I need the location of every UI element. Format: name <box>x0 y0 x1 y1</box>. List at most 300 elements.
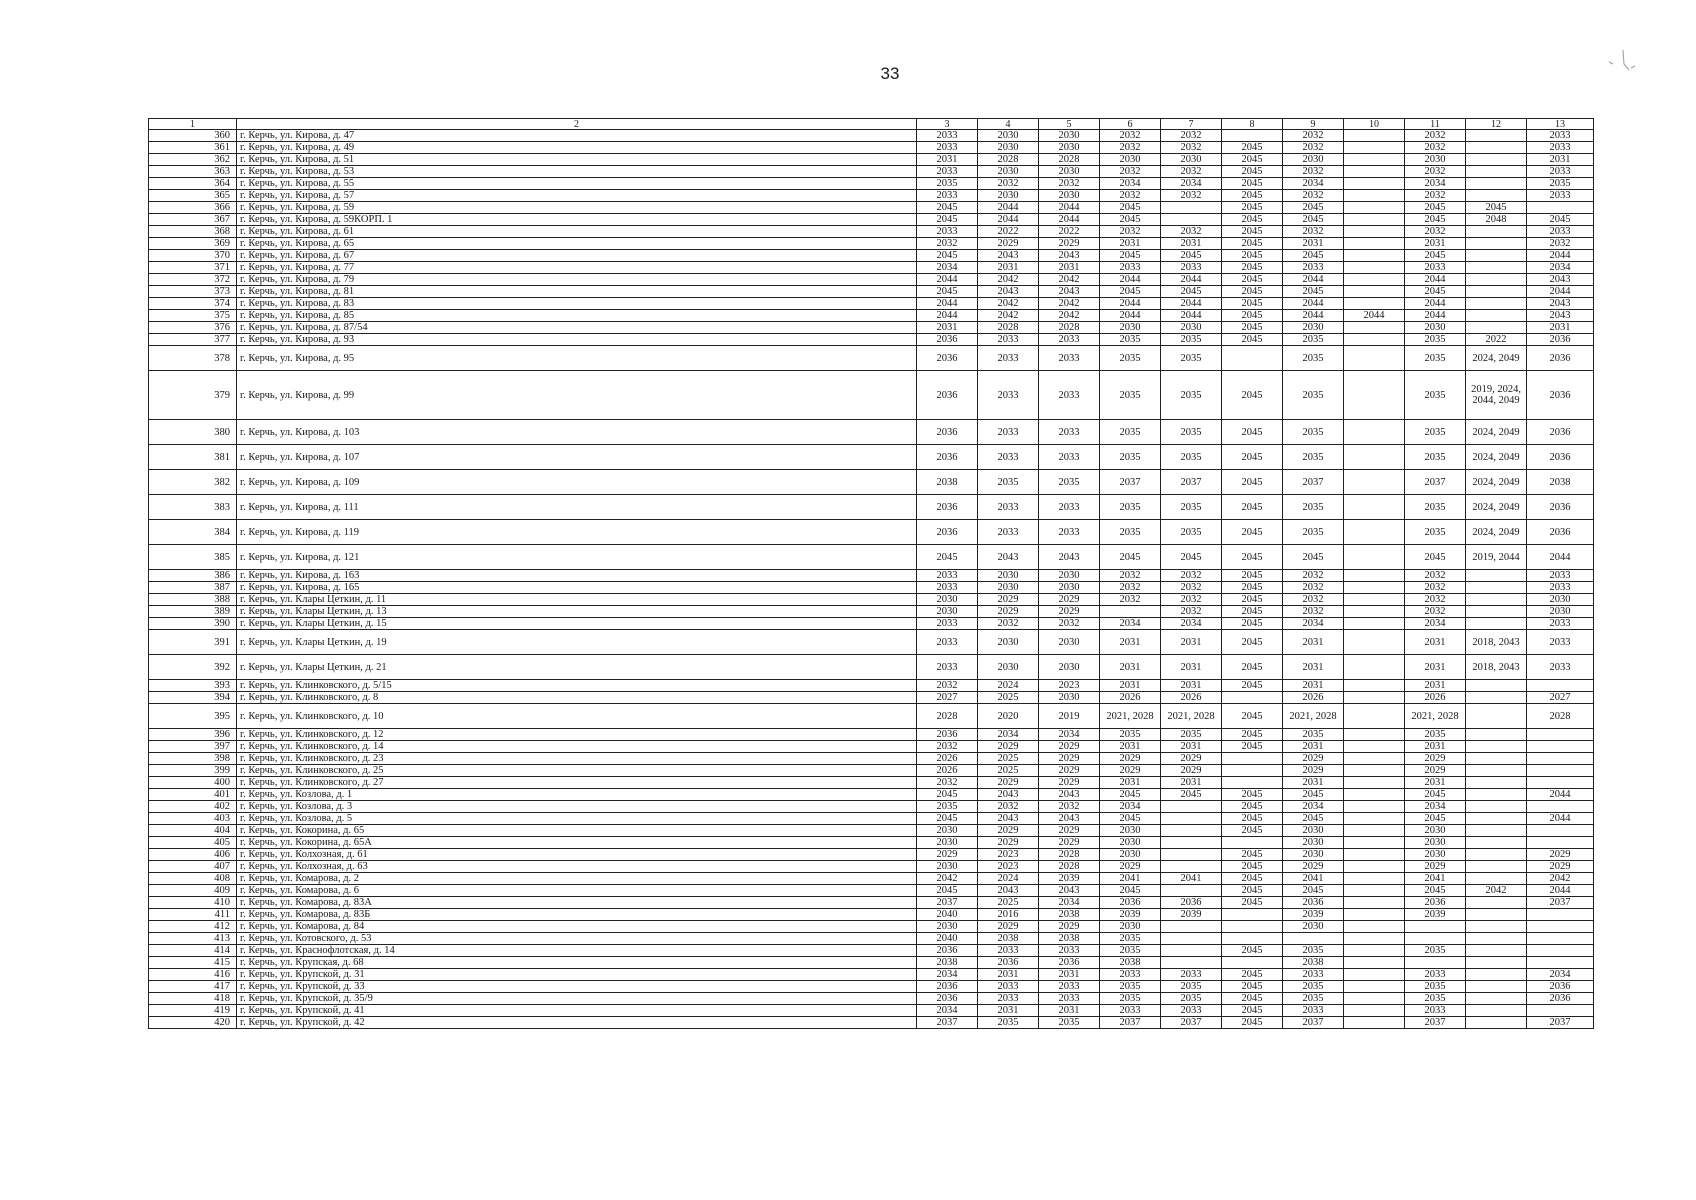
year-cell-col-12 <box>1466 909 1527 921</box>
year-cell-col-5: 2032 <box>1039 801 1100 813</box>
year-cell-col-11: 2035 <box>1405 334 1466 346</box>
year-cell-col-11: 2035 <box>1405 981 1466 993</box>
year-cell-col-9: 2039 <box>1283 909 1344 921</box>
year-cell-col-9: 2031 <box>1283 777 1344 789</box>
year-cell-col-5: 2028 <box>1039 849 1100 861</box>
year-cell-col-12 <box>1466 729 1527 741</box>
year-cell-col-11 <box>1405 933 1466 945</box>
year-cell-col-8: 2045 <box>1222 420 1283 445</box>
year-cell-col-9: 2030 <box>1283 849 1344 861</box>
year-cell-col-6: 2032 <box>1100 582 1161 594</box>
year-cell-col-3: 2045 <box>917 286 978 298</box>
year-cell-col-10 <box>1344 630 1405 655</box>
year-cell-col-5: 2042 <box>1039 310 1100 322</box>
column-header: 11 <box>1405 119 1466 130</box>
table-row <box>149 945 1594 957</box>
table-row <box>149 1017 1594 1029</box>
row-number: 381 <box>149 445 237 470</box>
year-cell-col-11: 2030 <box>1405 322 1466 334</box>
row-number: 417 <box>149 981 237 993</box>
row-number: 419 <box>149 1005 237 1017</box>
year-cell-col-13: 2036 <box>1527 420 1594 445</box>
year-cell-col-9: 2034 <box>1283 178 1344 190</box>
year-cell-col-7: 2035 <box>1161 520 1222 545</box>
year-cell-col-13: 2036 <box>1527 981 1594 993</box>
year-cell-col-13: 2044 <box>1527 286 1594 298</box>
year-cell-col-4: 2029 <box>978 921 1039 933</box>
year-cell-col-4: 2032 <box>978 618 1039 630</box>
address-cell: г. Керчь, ул. Комарова, д. 2 <box>237 873 917 885</box>
year-cell-col-11: 2045 <box>1405 286 1466 298</box>
year-cell-col-3: 2026 <box>917 765 978 777</box>
row-number: 365 <box>149 190 237 202</box>
year-cell-col-5: 2030 <box>1039 655 1100 680</box>
year-cell-col-5: 2022 <box>1039 226 1100 238</box>
year-cell-col-8: 2045 <box>1222 655 1283 680</box>
year-cell-col-4: 2043 <box>978 885 1039 897</box>
scan-artifact-mark <box>1605 42 1639 76</box>
year-cell-col-9: 2032 <box>1283 130 1344 142</box>
year-cell-col-3: 2033 <box>917 166 978 178</box>
year-cell-col-5: 2033 <box>1039 334 1100 346</box>
address-cell: г. Керчь, ул. Колхозная, д. 63 <box>237 861 917 873</box>
year-cell-col-4: 2022 <box>978 226 1039 238</box>
year-cell-col-12 <box>1466 594 1527 606</box>
column-header: 13 <box>1527 119 1594 130</box>
year-cell-col-4: 2029 <box>978 837 1039 849</box>
year-cell-col-4: 2029 <box>978 777 1039 789</box>
address-cell: г. Керчь, ул. Клинковского, д. 14 <box>237 741 917 753</box>
year-cell-col-11: 2032 <box>1405 142 1466 154</box>
year-cell-col-12: 2019, 2024, 2044, 2049 <box>1466 371 1527 420</box>
year-cell-col-10 <box>1344 250 1405 262</box>
year-cell-col-13: 2043 <box>1527 310 1594 322</box>
row-number: 395 <box>149 704 237 729</box>
year-cell-col-7: 2033 <box>1161 1005 1222 1017</box>
row-number: 367 <box>149 214 237 226</box>
year-cell-col-5: 2032 <box>1039 178 1100 190</box>
year-cell-col-9: 2033 <box>1283 262 1344 274</box>
year-cell-col-8: 2045 <box>1222 545 1283 570</box>
year-cell-col-10 <box>1344 214 1405 226</box>
year-cell-col-6: 2030 <box>1100 837 1161 849</box>
year-cell-col-13: 2037 <box>1527 897 1594 909</box>
year-cell-col-7: 2035 <box>1161 371 1222 420</box>
year-cell-col-12 <box>1466 154 1527 166</box>
year-cell-col-12 <box>1466 753 1527 765</box>
year-cell-col-4: 2029 <box>978 594 1039 606</box>
year-cell-col-10 <box>1344 933 1405 945</box>
address-cell: г. Керчь, ул. Кирова, д. 165 <box>237 582 917 594</box>
address-cell: г. Керчь, ул. Кокорина, д. 65А <box>237 837 917 849</box>
row-number: 401 <box>149 789 237 801</box>
year-cell-col-3: 2033 <box>917 655 978 680</box>
year-cell-col-3: 2032 <box>917 777 978 789</box>
table-row <box>149 704 1594 729</box>
year-cell-col-13 <box>1527 753 1594 765</box>
year-cell-col-12 <box>1466 741 1527 753</box>
year-cell-col-3: 2027 <box>917 692 978 704</box>
row-number: 396 <box>149 729 237 741</box>
year-cell-col-6: 2035 <box>1100 346 1161 371</box>
row-number: 377 <box>149 334 237 346</box>
year-cell-col-3: 2037 <box>917 897 978 909</box>
year-cell-col-12 <box>1466 238 1527 250</box>
year-cell-col-12 <box>1466 226 1527 238</box>
year-cell-col-3: 2040 <box>917 933 978 945</box>
year-cell-col-3: 2026 <box>917 753 978 765</box>
year-cell-col-4: 2033 <box>978 346 1039 371</box>
year-cell-col-10 <box>1344 286 1405 298</box>
year-cell-col-6: 2035 <box>1100 993 1161 1005</box>
year-cell-col-4: 2038 <box>978 933 1039 945</box>
year-cell-col-7 <box>1161 214 1222 226</box>
year-cell-col-6: 2045 <box>1100 214 1161 226</box>
year-cell-col-7: 2035 <box>1161 346 1222 371</box>
year-cell-col-13: 2032 <box>1527 238 1594 250</box>
year-cell-col-8: 2045 <box>1222 825 1283 837</box>
year-cell-col-5: 2029 <box>1039 837 1100 849</box>
year-cell-col-9: 2031 <box>1283 655 1344 680</box>
year-cell-col-4: 2033 <box>978 371 1039 420</box>
year-cell-col-11: 2031 <box>1405 741 1466 753</box>
table-row <box>149 371 1594 420</box>
year-cell-col-13: 2036 <box>1527 445 1594 470</box>
year-cell-col-4: 2035 <box>978 1017 1039 1029</box>
year-cell-col-12 <box>1466 274 1527 286</box>
year-cell-col-7: 2031 <box>1161 680 1222 692</box>
year-cell-col-6: 2035 <box>1100 729 1161 741</box>
year-cell-col-4: 2030 <box>978 630 1039 655</box>
year-cell-col-3: 2035 <box>917 178 978 190</box>
year-cell-col-9: 2035 <box>1283 945 1344 957</box>
year-cell-col-5: 2019 <box>1039 704 1100 729</box>
year-cell-col-11: 2034 <box>1405 178 1466 190</box>
year-cell-col-12: 2024, 2049 <box>1466 346 1527 371</box>
year-cell-col-4: 2033 <box>978 945 1039 957</box>
table-row <box>149 594 1594 606</box>
table-row <box>149 166 1594 178</box>
year-cell-col-7: 2031 <box>1161 777 1222 789</box>
table-row <box>149 226 1594 238</box>
year-cell-col-11: 2035 <box>1405 346 1466 371</box>
table-row <box>149 993 1594 1005</box>
year-cell-col-12: 2024, 2049 <box>1466 520 1527 545</box>
year-cell-col-7: 2044 <box>1161 298 1222 310</box>
year-cell-col-9: 2031 <box>1283 680 1344 692</box>
year-cell-col-10 <box>1344 298 1405 310</box>
address-cell: г. Керчь, ул. Клары Цеткин, д. 11 <box>237 594 917 606</box>
year-cell-col-12 <box>1466 262 1527 274</box>
year-cell-col-9: 2035 <box>1283 520 1344 545</box>
row-number: 385 <box>149 545 237 570</box>
year-cell-col-4: 2020 <box>978 704 1039 729</box>
year-cell-col-4: 2032 <box>978 801 1039 813</box>
year-cell-col-11: 2035 <box>1405 993 1466 1005</box>
year-cell-col-12 <box>1466 692 1527 704</box>
address-cell: г. Керчь, ул. Краснофлотская, д. 14 <box>237 945 917 957</box>
address-cell: г. Керчь, ул. Кирова, д. 121 <box>237 545 917 570</box>
address-cell: г. Керчь, ул. Кирова, д. 51 <box>237 154 917 166</box>
address-cell: г. Керчь, ул. Кирова, д. 65 <box>237 238 917 250</box>
year-cell-col-5: 2044 <box>1039 202 1100 214</box>
address-cell: г. Керчь, ул. Клинковского, д. 23 <box>237 753 917 765</box>
year-cell-col-9: 2035 <box>1283 371 1344 420</box>
year-cell-col-10 <box>1344 741 1405 753</box>
year-cell-col-6: 2032 <box>1100 190 1161 202</box>
address-cell: г. Керчь, ул. Кирова, д. 99 <box>237 371 917 420</box>
year-cell-col-3: 2033 <box>917 142 978 154</box>
address-cell: г. Керчь, ул. Кирова, д. 47 <box>237 130 917 142</box>
year-cell-col-10 <box>1344 777 1405 789</box>
year-cell-col-9: 2030 <box>1283 154 1344 166</box>
year-cell-col-8: 2045 <box>1222 813 1283 825</box>
year-cell-col-10 <box>1344 594 1405 606</box>
year-cell-col-7: 2031 <box>1161 741 1222 753</box>
year-cell-col-3: 2031 <box>917 154 978 166</box>
year-cell-col-4: 2035 <box>978 470 1039 495</box>
table-row <box>149 178 1594 190</box>
year-cell-col-9: 2035 <box>1283 729 1344 741</box>
year-cell-col-8: 2045 <box>1222 178 1283 190</box>
year-cell-col-6: 2033 <box>1100 1005 1161 1017</box>
year-cell-col-13: 2036 <box>1527 346 1594 371</box>
year-cell-col-6: 2033 <box>1100 262 1161 274</box>
address-cell: г. Керчь, ул. Кирова, д. 67 <box>237 250 917 262</box>
year-cell-col-13: 2035 <box>1527 178 1594 190</box>
year-cell-col-6: 2034 <box>1100 618 1161 630</box>
year-cell-col-8: 2045 <box>1222 801 1283 813</box>
year-cell-col-3: 2036 <box>917 346 978 371</box>
year-cell-col-13: 2033 <box>1527 570 1594 582</box>
year-cell-col-4: 2029 <box>978 238 1039 250</box>
year-cell-col-13: 2044 <box>1527 813 1594 825</box>
year-cell-col-11: 2033 <box>1405 1005 1466 1017</box>
year-cell-col-13: 2044 <box>1527 885 1594 897</box>
year-cell-col-3: 2045 <box>917 789 978 801</box>
year-cell-col-9: 2045 <box>1283 202 1344 214</box>
year-cell-col-8: 2045 <box>1222 873 1283 885</box>
address-cell: г. Керчь, ул. Крупской, д. 33 <box>237 981 917 993</box>
table-row <box>149 753 1594 765</box>
year-cell-col-11: 2035 <box>1405 371 1466 420</box>
year-cell-col-9 <box>1283 933 1344 945</box>
year-cell-col-9: 2032 <box>1283 570 1344 582</box>
year-cell-col-12 <box>1466 861 1527 873</box>
year-cell-col-13: 2033 <box>1527 130 1594 142</box>
year-cell-col-7: 2032 <box>1161 142 1222 154</box>
year-cell-col-4: 2042 <box>978 274 1039 286</box>
year-cell-col-12 <box>1466 250 1527 262</box>
year-cell-col-5: 2043 <box>1039 286 1100 298</box>
table-row <box>149 655 1594 680</box>
year-cell-col-5: 2033 <box>1039 945 1100 957</box>
address-cell: г. Керчь, ул. Крупской, д. 42 <box>237 1017 917 1029</box>
year-cell-col-6: 2045 <box>1100 286 1161 298</box>
year-cell-col-6: 2021, 2028 <box>1100 704 1161 729</box>
year-cell-col-7: 2037 <box>1161 470 1222 495</box>
address-cell: г. Керчь, ул. Козлова, д. 1 <box>237 789 917 801</box>
year-cell-col-5: 2030 <box>1039 142 1100 154</box>
year-cell-col-8: 2045 <box>1222 310 1283 322</box>
row-number: 399 <box>149 765 237 777</box>
year-cell-col-3: 2033 <box>917 226 978 238</box>
row-number: 383 <box>149 495 237 520</box>
year-cell-col-9: 2030 <box>1283 825 1344 837</box>
year-cell-col-3: 2037 <box>917 1017 978 1029</box>
year-cell-col-7: 2026 <box>1161 692 1222 704</box>
year-cell-col-3: 2036 <box>917 495 978 520</box>
year-cell-col-7: 2029 <box>1161 753 1222 765</box>
year-cell-col-11: 2034 <box>1405 618 1466 630</box>
year-cell-col-9: 2032 <box>1283 582 1344 594</box>
year-cell-col-11: 2045 <box>1405 250 1466 262</box>
year-cell-col-10 <box>1344 729 1405 741</box>
address-cell: г. Керчь, ул. Кирова, д. 103 <box>237 420 917 445</box>
year-cell-col-8: 2045 <box>1222 789 1283 801</box>
address-cell: г. Керчь, ул. Кирова, д. 77 <box>237 262 917 274</box>
address-cell: г. Керчь, ул. Клары Цеткин, д. 19 <box>237 630 917 655</box>
year-cell-col-6: 2032 <box>1100 226 1161 238</box>
year-cell-col-10 <box>1344 190 1405 202</box>
year-cell-col-3: 2044 <box>917 274 978 286</box>
year-cell-col-7: 2032 <box>1161 570 1222 582</box>
year-cell-col-5: 2032 <box>1039 618 1100 630</box>
address-cell: г. Керчь, ул. Кирова, д. 81 <box>237 286 917 298</box>
year-cell-col-8: 2045 <box>1222 286 1283 298</box>
year-cell-col-12 <box>1466 957 1527 969</box>
year-cell-col-6: 2034 <box>1100 178 1161 190</box>
year-cell-col-13: 2029 <box>1527 861 1594 873</box>
register-table <box>148 118 1594 1029</box>
year-cell-col-5: 2043 <box>1039 789 1100 801</box>
year-cell-col-4: 2043 <box>978 789 1039 801</box>
year-cell-col-8 <box>1222 692 1283 704</box>
year-cell-col-11: 2032 <box>1405 582 1466 594</box>
row-number: 414 <box>149 945 237 957</box>
year-cell-col-5: 2043 <box>1039 545 1100 570</box>
year-cell-col-6: 2041 <box>1100 873 1161 885</box>
year-cell-col-10 <box>1344 1017 1405 1029</box>
year-cell-col-10 <box>1344 606 1405 618</box>
year-cell-col-9: 2041 <box>1283 873 1344 885</box>
row-number: 394 <box>149 692 237 704</box>
year-cell-col-8 <box>1222 957 1283 969</box>
year-cell-col-3: 2036 <box>917 371 978 420</box>
row-number: 391 <box>149 630 237 655</box>
year-cell-col-10 <box>1344 861 1405 873</box>
year-cell-col-5: 2030 <box>1039 582 1100 594</box>
year-cell-col-5: 2030 <box>1039 190 1100 202</box>
year-cell-col-5: 2028 <box>1039 861 1100 873</box>
year-cell-col-3: 2034 <box>917 1005 978 1017</box>
table-header-row <box>149 119 1594 130</box>
year-cell-col-10 <box>1344 704 1405 729</box>
year-cell-col-7 <box>1161 825 1222 837</box>
year-cell-col-9: 2035 <box>1283 981 1344 993</box>
year-cell-col-3: 2044 <box>917 310 978 322</box>
table-row <box>149 334 1594 346</box>
year-cell-col-13: 2033 <box>1527 618 1594 630</box>
year-cell-col-10 <box>1344 130 1405 142</box>
year-cell-col-9: 2031 <box>1283 238 1344 250</box>
year-cell-col-3: 2033 <box>917 618 978 630</box>
year-cell-col-3: 2036 <box>917 445 978 470</box>
year-cell-col-12 <box>1466 286 1527 298</box>
year-cell-col-8: 2045 <box>1222 238 1283 250</box>
year-cell-col-11: 2029 <box>1405 861 1466 873</box>
table-row <box>149 789 1594 801</box>
table-row <box>149 606 1594 618</box>
year-cell-col-12 <box>1466 777 1527 789</box>
year-cell-col-3: 2028 <box>917 704 978 729</box>
year-cell-col-7: 2045 <box>1161 545 1222 570</box>
year-cell-col-7: 2029 <box>1161 765 1222 777</box>
year-cell-col-5: 2029 <box>1039 606 1100 618</box>
year-cell-col-12: 2024, 2049 <box>1466 445 1527 470</box>
year-cell-col-8 <box>1222 130 1283 142</box>
year-cell-col-13: 2044 <box>1527 789 1594 801</box>
year-cell-col-12 <box>1466 921 1527 933</box>
year-cell-col-8: 2045 <box>1222 214 1283 226</box>
year-cell-col-7: 2032 <box>1161 582 1222 594</box>
year-cell-col-12: 2024, 2049 <box>1466 420 1527 445</box>
year-cell-col-9: 2034 <box>1283 618 1344 630</box>
table-row <box>149 741 1594 753</box>
column-header: 10 <box>1344 119 1405 130</box>
address-cell: г. Керчь, ул. Кирова, д. 49 <box>237 142 917 154</box>
year-cell-col-12 <box>1466 166 1527 178</box>
year-cell-col-4: 2032 <box>978 178 1039 190</box>
year-cell-col-8: 2045 <box>1222 741 1283 753</box>
year-cell-col-11: 2037 <box>1405 1017 1466 1029</box>
year-cell-col-10 <box>1344 753 1405 765</box>
year-cell-col-5: 2033 <box>1039 520 1100 545</box>
table-row <box>149 813 1594 825</box>
year-cell-col-7: 2035 <box>1161 495 1222 520</box>
address-cell: г. Керчь, ул. Кирова, д. 83 <box>237 298 917 310</box>
year-cell-col-13: 2042 <box>1527 873 1594 885</box>
year-cell-col-9: 2032 <box>1283 594 1344 606</box>
year-cell-col-7: 2035 <box>1161 729 1222 741</box>
year-cell-col-13: 2045 <box>1527 214 1594 226</box>
year-cell-col-10 <box>1344 813 1405 825</box>
year-cell-col-3: 2040 <box>917 909 978 921</box>
year-cell-col-6: 2032 <box>1100 130 1161 142</box>
year-cell-col-10 <box>1344 618 1405 630</box>
year-cell-col-9: 2033 <box>1283 969 1344 981</box>
year-cell-col-13: 2044 <box>1527 545 1594 570</box>
year-cell-col-12 <box>1466 825 1527 837</box>
year-cell-col-8: 2045 <box>1222 861 1283 873</box>
year-cell-col-8: 2045 <box>1222 570 1283 582</box>
year-cell-col-4: 2029 <box>978 741 1039 753</box>
address-cell: г. Керчь, ул. Клары Цеткин, д. 15 <box>237 618 917 630</box>
table-row <box>149 520 1594 545</box>
year-cell-col-5: 2029 <box>1039 741 1100 753</box>
year-cell-col-11: 2032 <box>1405 594 1466 606</box>
address-cell: г. Керчь, ул. Козлова, д. 3 <box>237 801 917 813</box>
year-cell-col-3: 2045 <box>917 545 978 570</box>
year-cell-col-11: 2030 <box>1405 849 1466 861</box>
year-cell-col-7 <box>1161 801 1222 813</box>
year-cell-col-5: 2029 <box>1039 777 1100 789</box>
year-cell-col-10 <box>1344 322 1405 334</box>
table-row <box>149 765 1594 777</box>
year-cell-col-6: 2045 <box>1100 202 1161 214</box>
row-number: 407 <box>149 861 237 873</box>
year-cell-col-5: 2043 <box>1039 250 1100 262</box>
